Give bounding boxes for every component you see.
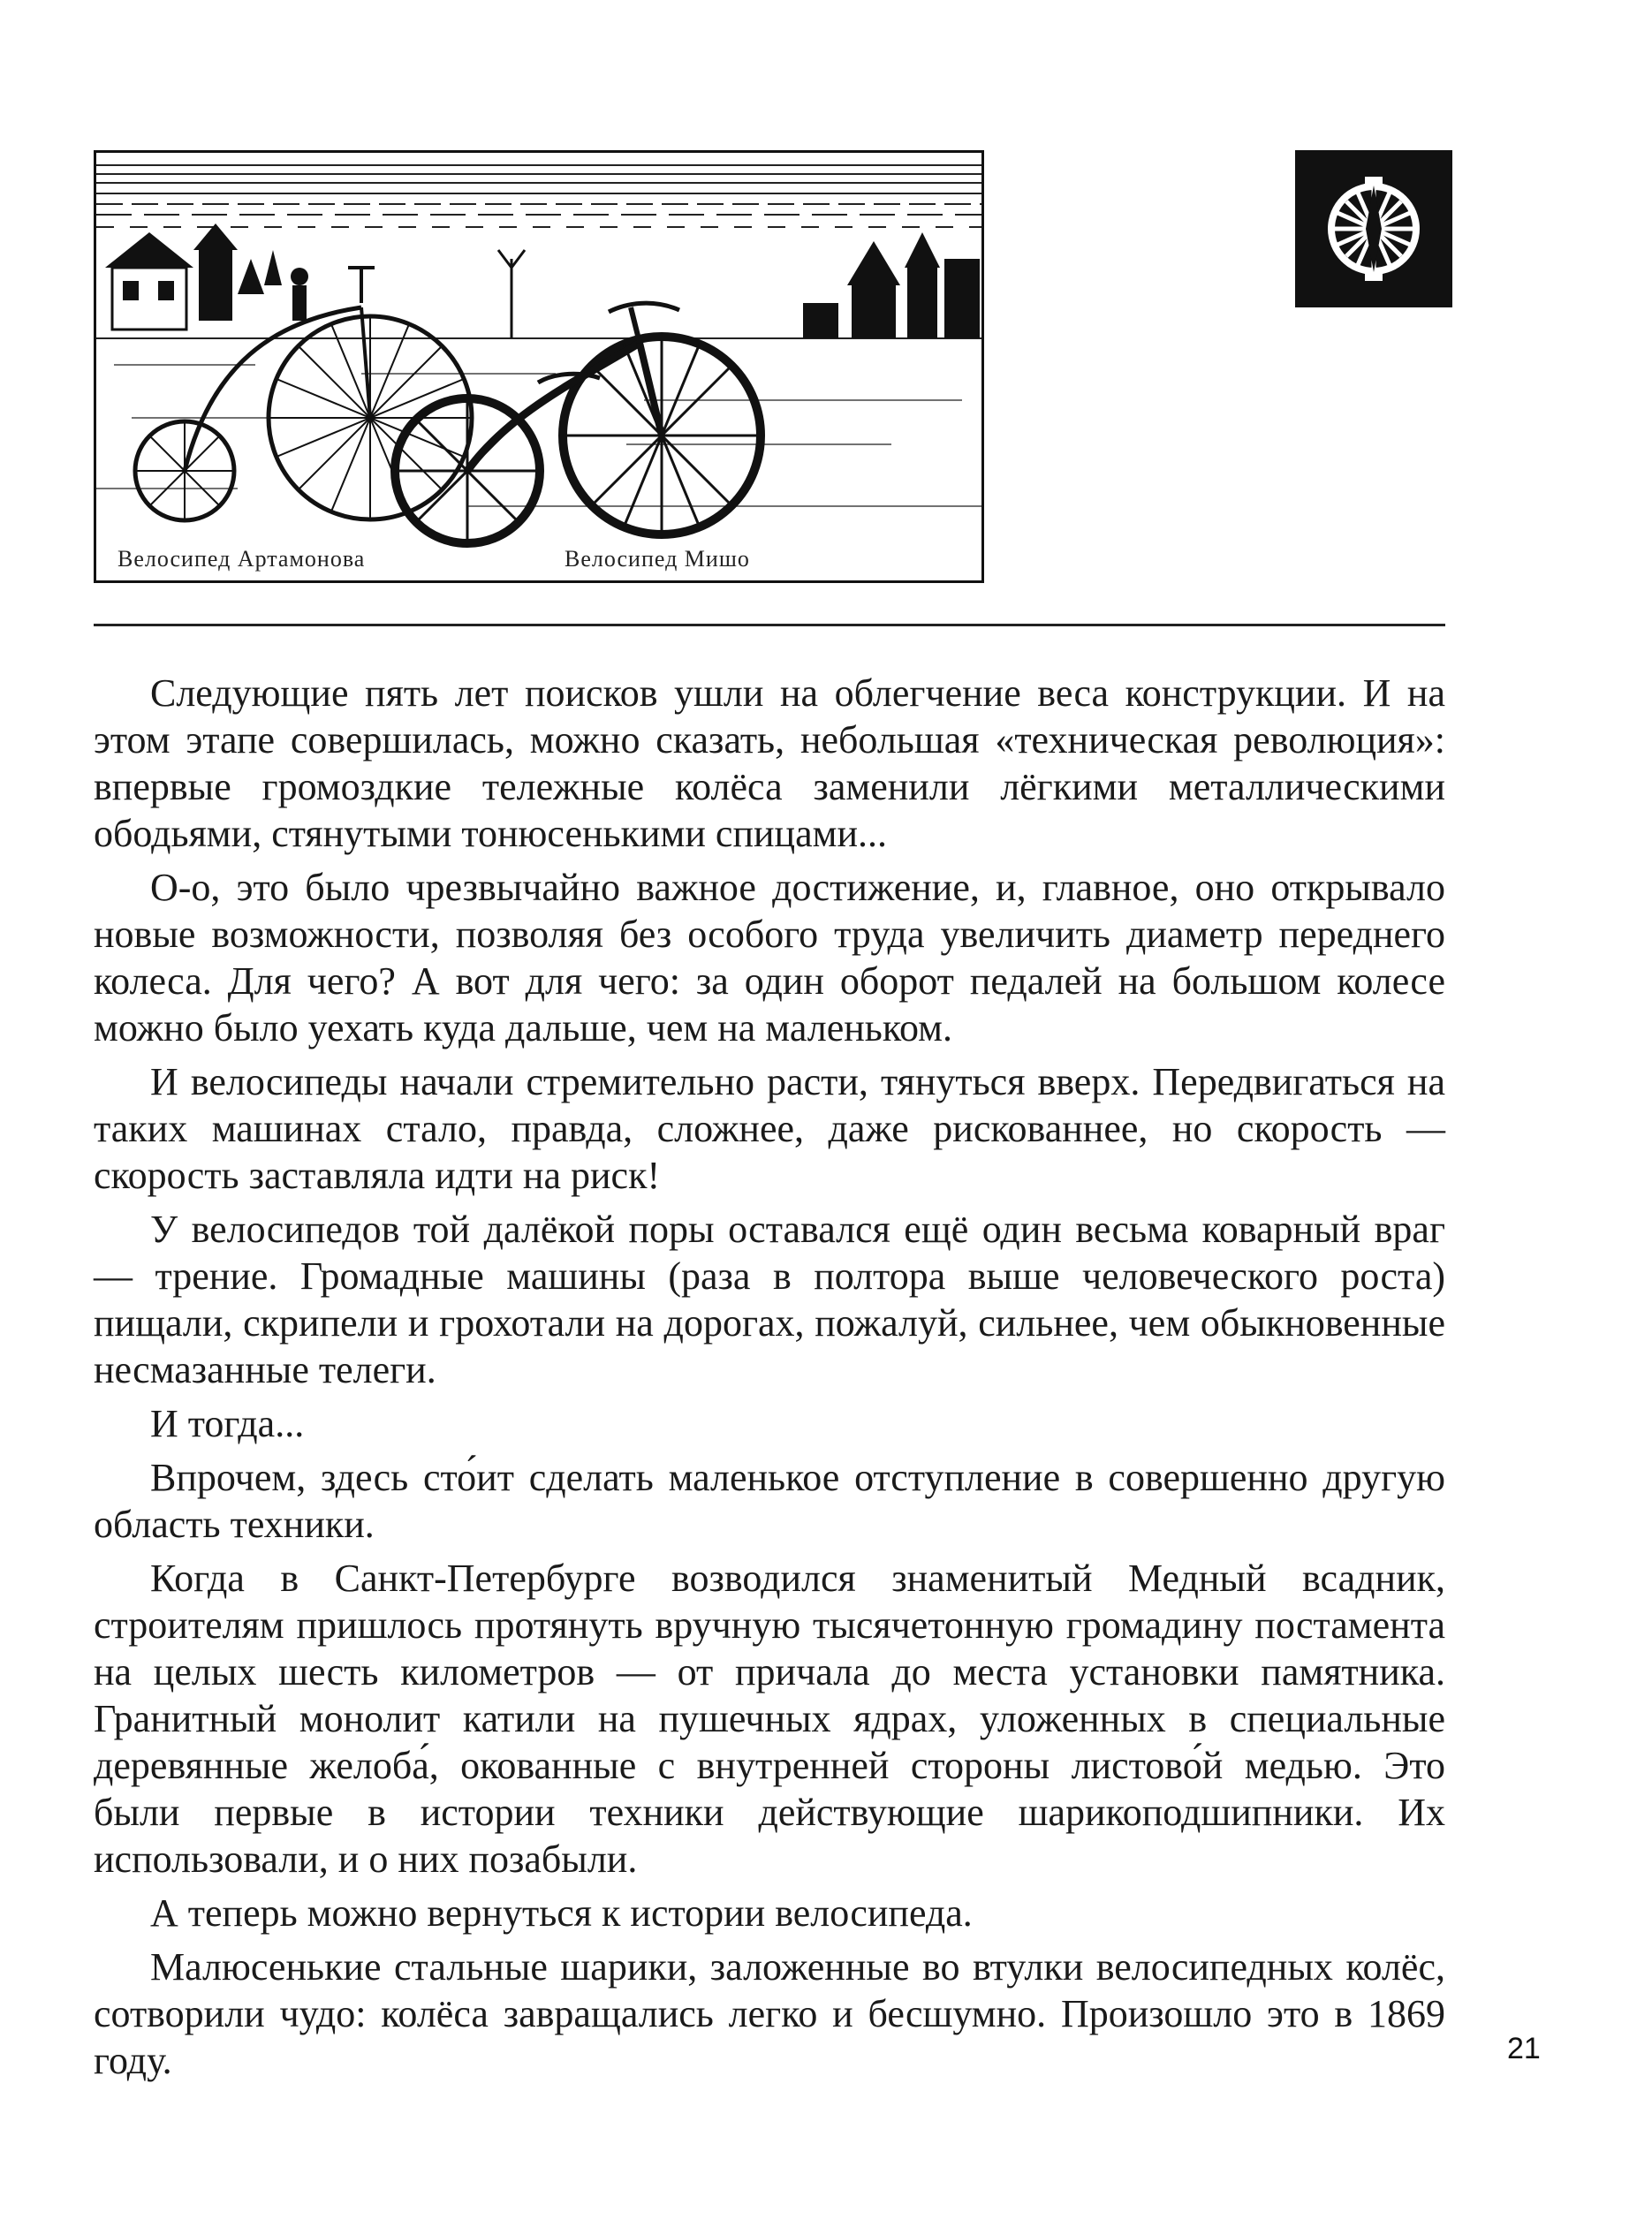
body-text bbox=[94, 670, 1445, 2091]
wheel-emblem bbox=[1295, 150, 1452, 307]
village-right bbox=[803, 232, 980, 338]
paragraph: О-о, это было чрезвычайно важное достижение, и, главное, оно открывало новые возможности, позволяя без особого труда увеличить диаметр переднего колеса. Для чего? А вот для чего: за один оборот педалей на большом колесе можно было уехать куда дальше, чем на маленьком. bbox=[94, 866, 1445, 1049]
bicycles-drawing bbox=[96, 153, 981, 580]
paragraph: И велосипеды начали стремительно расти, тянуться вверх. Передвигаться на таких машинах стало, правда, сложнее, даже рискованнее, но скорость — скорость заставляла идти на риск! bbox=[94, 1060, 1445, 1197]
paragraph: И тогда... bbox=[150, 1402, 305, 1445]
bicycles-illustration bbox=[94, 150, 984, 583]
paragraph: А теперь можно вернуться к истории велосипеда. bbox=[150, 1891, 973, 1935]
wheel-icon bbox=[1295, 150, 1452, 307]
paragraph: Следующие пять лет поисков ушли на облегчение веса конструкции. И на этом этапе совершилась, можно сказать, небольшая «техническая революция»: впервые громоздкие тележные колёса заменили лёгкими металлическими ободьями, стянутыми тонюсенькими спицами... bbox=[94, 671, 1445, 855]
caption-michaux: Велосипед Мишо bbox=[565, 546, 750, 572]
paragraph: Когда в Санкт-Петербурге возводился знаменитый Медный всадник, строителям пришлось протянуть вручную тысячетонную громадину постамента на целых шесть километров — от причала до места установки памятника. Гранитный монолит катили на пушечных ядрах, уложенных в специальные деревянные желоба́, окованные с внутренней стороны листово́й медью. Это были первые в истории техники действующие шарикоподшипники. Их использовали, и о них позабыли. bbox=[94, 1557, 1445, 1881]
paragraph: Впрочем, здесь сто́ит сделать маленькое отступление в совершенно другую область техники. bbox=[94, 1456, 1445, 1546]
page-number: 21 bbox=[1507, 2032, 1541, 2065]
caption-artamonov: Велосипед Артамонова bbox=[117, 546, 366, 572]
horizontal-rule bbox=[94, 624, 1445, 626]
paragraph: У велосипедов той далёкой поры оставался ещё один весьма коварный враг — трение. Громадные машины (раза в полтора выше человеческого роста) пищали, скрипели и грохотали на дорогах, пожалуй, сильнее, чем обыкновенные несмазанные телеги. bbox=[94, 1208, 1445, 1391]
paragraph: Малюсенькие стальные шарики, заложенные во втулки велосипедных колёс, сотворили чудо: колёса завращались легко и бесшумно. Произошло это в 1869 году. bbox=[94, 1945, 1445, 2082]
village-left bbox=[105, 224, 308, 330]
